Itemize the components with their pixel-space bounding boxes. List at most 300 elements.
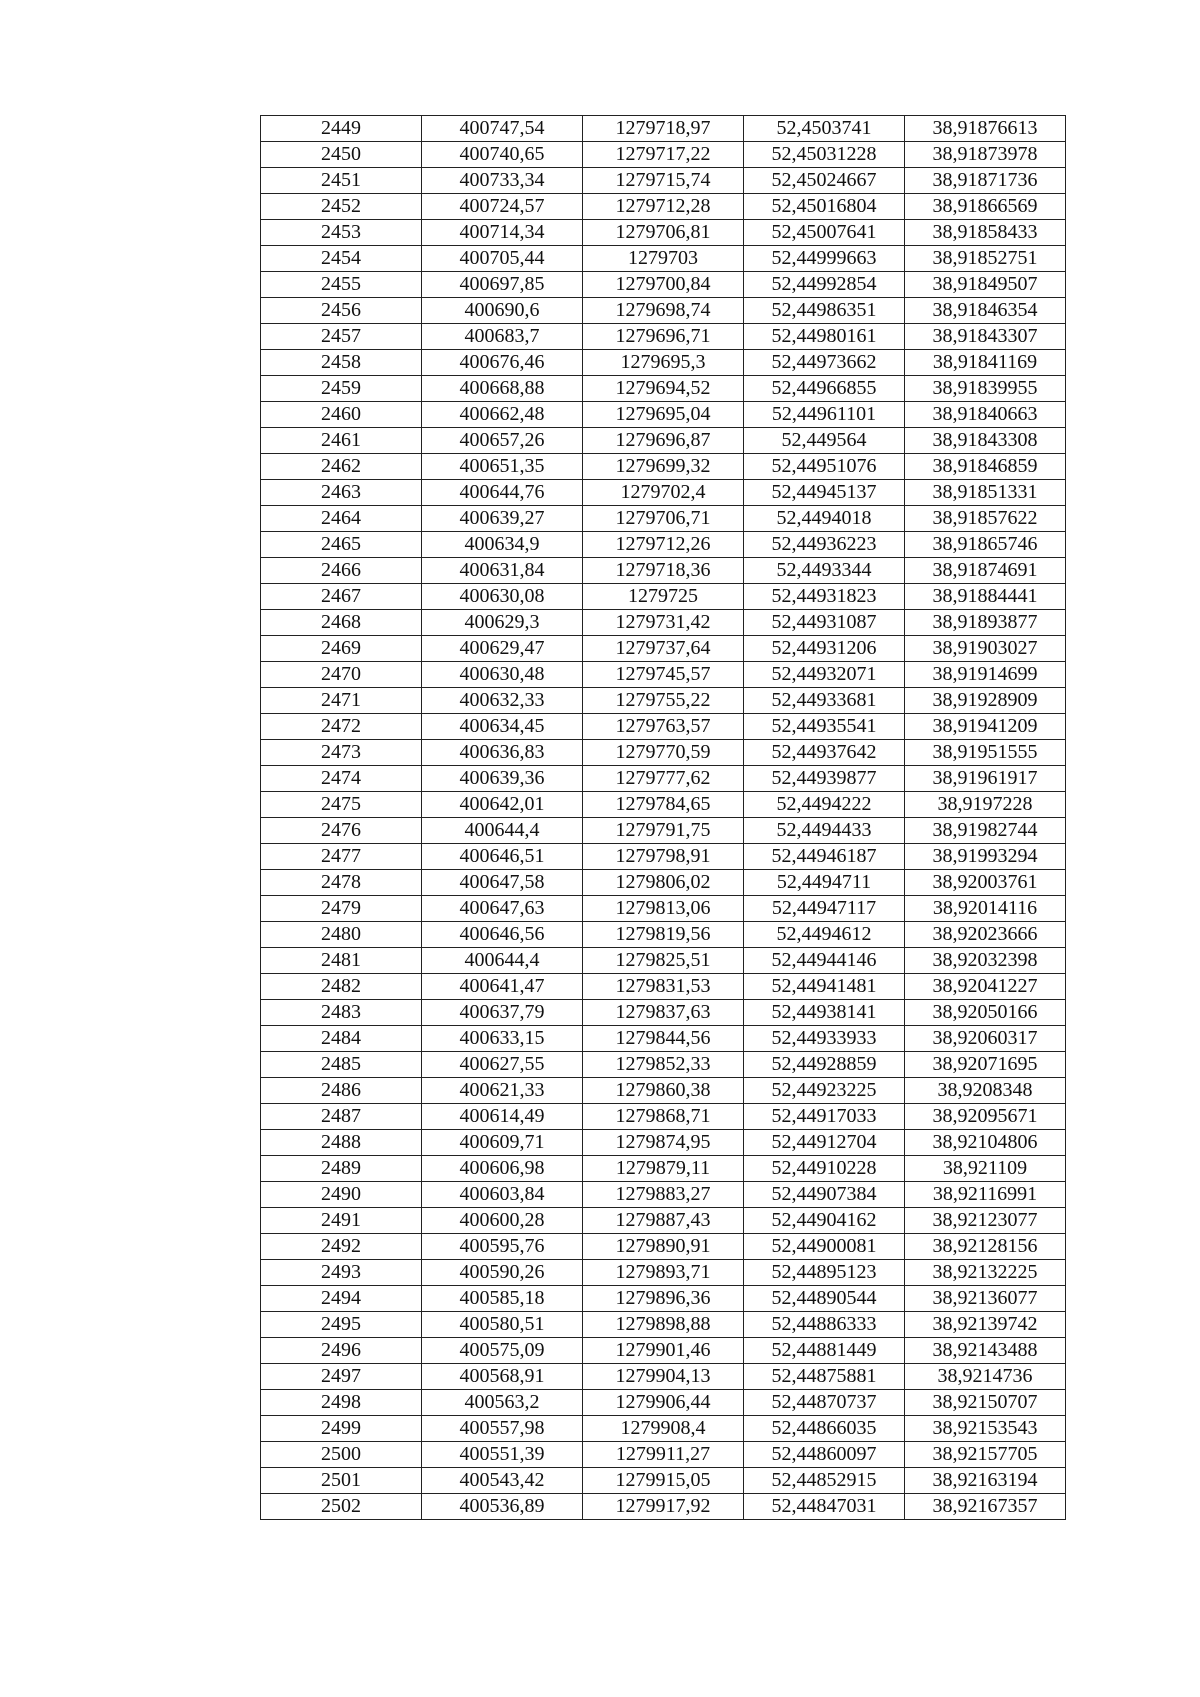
- longitude-cell: 38,92139742: [905, 1312, 1066, 1338]
- table-row: [261, 1364, 1066, 1390]
- latitude-cell: 52,44931087: [744, 610, 905, 636]
- longitude-cell: 38,91961917: [905, 766, 1066, 792]
- y-coordinate-cell: 1279698,74: [583, 298, 744, 324]
- latitude-cell: 52,449564: [744, 428, 905, 454]
- point-number-cell: 2481: [261, 948, 422, 974]
- y-coordinate-cell: 1279745,57: [583, 662, 744, 688]
- table-row: [261, 1078, 1066, 1104]
- longitude-cell: 38,92041227: [905, 974, 1066, 1000]
- point-number-cell: 2494: [261, 1286, 422, 1312]
- longitude-cell: 38,91914699: [905, 662, 1066, 688]
- y-coordinate-cell: 1279706,81: [583, 220, 744, 246]
- point-number-cell: 2478: [261, 870, 422, 896]
- table-row: [261, 1312, 1066, 1338]
- x-coordinate-cell: 400563,2: [422, 1390, 583, 1416]
- point-number-cell: 2496: [261, 1338, 422, 1364]
- point-number-cell: 2449: [261, 116, 422, 142]
- point-number-cell: 2465: [261, 532, 422, 558]
- y-coordinate-cell: 1279860,38: [583, 1078, 744, 1104]
- y-coordinate-cell: 1279890,91: [583, 1234, 744, 1260]
- y-coordinate-cell: 1279898,88: [583, 1312, 744, 1338]
- longitude-cell: 38,92163194: [905, 1468, 1066, 1494]
- table-row: [261, 324, 1066, 350]
- table-row: [261, 1286, 1066, 1312]
- longitude-cell: 38,92095671: [905, 1104, 1066, 1130]
- y-coordinate-cell: 1279813,06: [583, 896, 744, 922]
- y-coordinate-cell: 1279904,13: [583, 1364, 744, 1390]
- x-coordinate-cell: 400668,88: [422, 376, 583, 402]
- latitude-cell: 52,44860097: [744, 1442, 905, 1468]
- table-row: [261, 792, 1066, 818]
- y-coordinate-cell: 1279706,71: [583, 506, 744, 532]
- latitude-cell: 52,44881449: [744, 1338, 905, 1364]
- longitude-cell: 38,92123077: [905, 1208, 1066, 1234]
- x-coordinate-cell: 400690,6: [422, 298, 583, 324]
- longitude-cell: 38,91876613: [905, 116, 1066, 142]
- coordinates-table-body: [261, 116, 1066, 1520]
- table-row: [261, 558, 1066, 584]
- longitude-cell: 38,91893877: [905, 610, 1066, 636]
- longitude-cell: 38,92167357: [905, 1494, 1066, 1520]
- latitude-cell: 52,44992854: [744, 272, 905, 298]
- point-number-cell: 2475: [261, 792, 422, 818]
- y-coordinate-cell: 1279852,33: [583, 1052, 744, 1078]
- latitude-cell: 52,44961101: [744, 402, 905, 428]
- x-coordinate-cell: 400644,4: [422, 818, 583, 844]
- table-row: [261, 1104, 1066, 1130]
- latitude-cell: 52,44852915: [744, 1468, 905, 1494]
- y-coordinate-cell: 1279844,56: [583, 1026, 744, 1052]
- table-row: [261, 948, 1066, 974]
- x-coordinate-cell: 400606,98: [422, 1156, 583, 1182]
- y-coordinate-cell: 1279798,91: [583, 844, 744, 870]
- longitude-cell: 38,92157705: [905, 1442, 1066, 1468]
- point-number-cell: 2460: [261, 402, 422, 428]
- y-coordinate-cell: 1279906,44: [583, 1390, 744, 1416]
- point-number-cell: 2459: [261, 376, 422, 402]
- x-coordinate-cell: 400632,33: [422, 688, 583, 714]
- longitude-cell: 38,91873978: [905, 142, 1066, 168]
- longitude-cell: 38,91982744: [905, 818, 1066, 844]
- table-row: [261, 896, 1066, 922]
- table-row: [261, 376, 1066, 402]
- longitude-cell: 38,91851331: [905, 480, 1066, 506]
- x-coordinate-cell: 400733,34: [422, 168, 583, 194]
- table-row: [261, 246, 1066, 272]
- x-coordinate-cell: 400551,39: [422, 1442, 583, 1468]
- longitude-cell: 38,921109: [905, 1156, 1066, 1182]
- latitude-cell: 52,4503741: [744, 116, 905, 142]
- x-coordinate-cell: 400646,56: [422, 922, 583, 948]
- y-coordinate-cell: 1279695,3: [583, 350, 744, 376]
- latitude-cell: 52,44904162: [744, 1208, 905, 1234]
- x-coordinate-cell: 400631,84: [422, 558, 583, 584]
- longitude-cell: 38,91843307: [905, 324, 1066, 350]
- x-coordinate-cell: 400662,48: [422, 402, 583, 428]
- longitude-cell: 38,91951555: [905, 740, 1066, 766]
- x-coordinate-cell: 400639,36: [422, 766, 583, 792]
- x-coordinate-cell: 400714,34: [422, 220, 583, 246]
- x-coordinate-cell: 400642,01: [422, 792, 583, 818]
- x-coordinate-cell: 400639,27: [422, 506, 583, 532]
- y-coordinate-cell: 1279696,71: [583, 324, 744, 350]
- y-coordinate-cell: 1279831,53: [583, 974, 744, 1000]
- latitude-cell: 52,44944146: [744, 948, 905, 974]
- y-coordinate-cell: 1279696,87: [583, 428, 744, 454]
- x-coordinate-cell: 400636,83: [422, 740, 583, 766]
- point-number-cell: 2491: [261, 1208, 422, 1234]
- x-coordinate-cell: 400543,42: [422, 1468, 583, 1494]
- latitude-cell: 52,45024667: [744, 168, 905, 194]
- point-number-cell: 2484: [261, 1026, 422, 1052]
- latitude-cell: 52,44999663: [744, 246, 905, 272]
- longitude-cell: 38,91857622: [905, 506, 1066, 532]
- longitude-cell: 38,91874691: [905, 558, 1066, 584]
- table-row: [261, 350, 1066, 376]
- point-number-cell: 2486: [261, 1078, 422, 1104]
- table-row: [261, 1390, 1066, 1416]
- longitude-cell: 38,92132225: [905, 1260, 1066, 1286]
- y-coordinate-cell: 1279901,46: [583, 1338, 744, 1364]
- table-row: [261, 870, 1066, 896]
- latitude-cell: 52,44986351: [744, 298, 905, 324]
- y-coordinate-cell: 1279718,36: [583, 558, 744, 584]
- point-number-cell: 2492: [261, 1234, 422, 1260]
- table-row: [261, 1182, 1066, 1208]
- point-number-cell: 2490: [261, 1182, 422, 1208]
- x-coordinate-cell: 400627,55: [422, 1052, 583, 1078]
- longitude-cell: 38,91903027: [905, 636, 1066, 662]
- point-number-cell: 2473: [261, 740, 422, 766]
- latitude-cell: 52,44946187: [744, 844, 905, 870]
- point-number-cell: 2469: [261, 636, 422, 662]
- point-number-cell: 2466: [261, 558, 422, 584]
- table-row: [261, 844, 1066, 870]
- latitude-cell: 52,44951076: [744, 454, 905, 480]
- point-number-cell: 2461: [261, 428, 422, 454]
- latitude-cell: 52,44875881: [744, 1364, 905, 1390]
- longitude-cell: 38,91993294: [905, 844, 1066, 870]
- table-row: [261, 272, 1066, 298]
- y-coordinate-cell: 1279806,02: [583, 870, 744, 896]
- point-number-cell: 2451: [261, 168, 422, 194]
- longitude-cell: 38,92104806: [905, 1130, 1066, 1156]
- table-row: [261, 194, 1066, 220]
- latitude-cell: 52,44870737: [744, 1390, 905, 1416]
- y-coordinate-cell: 1279883,27: [583, 1182, 744, 1208]
- latitude-cell: 52,4494018: [744, 506, 905, 532]
- y-coordinate-cell: 1279911,27: [583, 1442, 744, 1468]
- point-number-cell: 2453: [261, 220, 422, 246]
- x-coordinate-cell: 400557,98: [422, 1416, 583, 1442]
- longitude-cell: 38,9197228: [905, 792, 1066, 818]
- point-number-cell: 2493: [261, 1260, 422, 1286]
- y-coordinate-cell: 1279699,32: [583, 454, 744, 480]
- longitude-cell: 38,92023666: [905, 922, 1066, 948]
- table-row: [261, 584, 1066, 610]
- latitude-cell: 52,44923225: [744, 1078, 905, 1104]
- x-coordinate-cell: 400647,63: [422, 896, 583, 922]
- longitude-cell: 38,91839955: [905, 376, 1066, 402]
- y-coordinate-cell: 1279887,43: [583, 1208, 744, 1234]
- longitude-cell: 38,92128156: [905, 1234, 1066, 1260]
- table-row: [261, 662, 1066, 688]
- table-row: [261, 974, 1066, 1000]
- table-row: [261, 1000, 1066, 1026]
- longitude-cell: 38,91846859: [905, 454, 1066, 480]
- y-coordinate-cell: 1279893,71: [583, 1260, 744, 1286]
- x-coordinate-cell: 400647,58: [422, 870, 583, 896]
- x-coordinate-cell: 400644,4: [422, 948, 583, 974]
- table-row: [261, 220, 1066, 246]
- longitude-cell: 38,92153543: [905, 1416, 1066, 1442]
- x-coordinate-cell: 400634,45: [422, 714, 583, 740]
- longitude-cell: 38,92071695: [905, 1052, 1066, 1078]
- latitude-cell: 52,44966855: [744, 376, 905, 402]
- point-number-cell: 2454: [261, 246, 422, 272]
- point-number-cell: 2477: [261, 844, 422, 870]
- y-coordinate-cell: 1279763,57: [583, 714, 744, 740]
- latitude-cell: 52,4494711: [744, 870, 905, 896]
- point-number-cell: 2468: [261, 610, 422, 636]
- x-coordinate-cell: 400603,84: [422, 1182, 583, 1208]
- y-coordinate-cell: 1279737,64: [583, 636, 744, 662]
- latitude-cell: 52,4494433: [744, 818, 905, 844]
- x-coordinate-cell: 400683,7: [422, 324, 583, 350]
- latitude-cell: 52,44947117: [744, 896, 905, 922]
- table-row: [261, 1442, 1066, 1468]
- table-row: [261, 298, 1066, 324]
- table-row: [261, 636, 1066, 662]
- y-coordinate-cell: 1279694,52: [583, 376, 744, 402]
- point-number-cell: 2457: [261, 324, 422, 350]
- x-coordinate-cell: 400575,09: [422, 1338, 583, 1364]
- y-coordinate-cell: 1279791,75: [583, 818, 744, 844]
- table-row: [261, 532, 1066, 558]
- y-coordinate-cell: 1279718,97: [583, 116, 744, 142]
- longitude-cell: 38,91871736: [905, 168, 1066, 194]
- longitude-cell: 38,91841169: [905, 350, 1066, 376]
- y-coordinate-cell: 1279725: [583, 584, 744, 610]
- y-coordinate-cell: 1279717,22: [583, 142, 744, 168]
- point-number-cell: 2482: [261, 974, 422, 1000]
- point-number-cell: 2497: [261, 1364, 422, 1390]
- longitude-cell: 38,91843308: [905, 428, 1066, 454]
- table-row: [261, 1052, 1066, 1078]
- x-coordinate-cell: 400646,51: [422, 844, 583, 870]
- x-coordinate-cell: 400536,89: [422, 1494, 583, 1520]
- longitude-cell: 38,92116991: [905, 1182, 1066, 1208]
- latitude-cell: 52,44933933: [744, 1026, 905, 1052]
- coordinates-table: [260, 115, 1066, 1520]
- x-coordinate-cell: 400600,28: [422, 1208, 583, 1234]
- x-coordinate-cell: 400747,54: [422, 116, 583, 142]
- y-coordinate-cell: 1279819,56: [583, 922, 744, 948]
- table-row: [261, 766, 1066, 792]
- table-row: [261, 480, 1066, 506]
- table-row: [261, 506, 1066, 532]
- x-coordinate-cell: 400676,46: [422, 350, 583, 376]
- table-row: [261, 818, 1066, 844]
- y-coordinate-cell: 1279703: [583, 246, 744, 272]
- latitude-cell: 52,44973662: [744, 350, 905, 376]
- latitude-cell: 52,44928859: [744, 1052, 905, 1078]
- table-row: [261, 1468, 1066, 1494]
- point-number-cell: 2470: [261, 662, 422, 688]
- table-row: [261, 1208, 1066, 1234]
- latitude-cell: 52,4494612: [744, 922, 905, 948]
- y-coordinate-cell: 1279712,28: [583, 194, 744, 220]
- table-row: [261, 610, 1066, 636]
- x-coordinate-cell: 400630,08: [422, 584, 583, 610]
- x-coordinate-cell: 400609,71: [422, 1130, 583, 1156]
- y-coordinate-cell: 1279908,4: [583, 1416, 744, 1442]
- point-number-cell: 2456: [261, 298, 422, 324]
- y-coordinate-cell: 1279731,42: [583, 610, 744, 636]
- longitude-cell: 38,91849507: [905, 272, 1066, 298]
- table-row: [261, 142, 1066, 168]
- longitude-cell: 38,92143488: [905, 1338, 1066, 1364]
- table-row: [261, 1234, 1066, 1260]
- latitude-cell: 52,44886333: [744, 1312, 905, 1338]
- latitude-cell: 52,44938141: [744, 1000, 905, 1026]
- x-coordinate-cell: 400630,48: [422, 662, 583, 688]
- table-row: [261, 168, 1066, 194]
- longitude-cell: 38,92003761: [905, 870, 1066, 896]
- table-row: [261, 740, 1066, 766]
- longitude-cell: 38,92060317: [905, 1026, 1066, 1052]
- longitude-cell: 38,91928909: [905, 688, 1066, 714]
- table-row: [261, 1416, 1066, 1442]
- latitude-cell: 52,44931823: [744, 584, 905, 610]
- latitude-cell: 52,44945137: [744, 480, 905, 506]
- latitude-cell: 52,44847031: [744, 1494, 905, 1520]
- longitude-cell: 38,9208348: [905, 1078, 1066, 1104]
- point-number-cell: 2476: [261, 818, 422, 844]
- table-row: [261, 1026, 1066, 1052]
- table-row: [261, 402, 1066, 428]
- longitude-cell: 38,91840663: [905, 402, 1066, 428]
- x-coordinate-cell: 400580,51: [422, 1312, 583, 1338]
- point-number-cell: 2483: [261, 1000, 422, 1026]
- latitude-cell: 52,45031228: [744, 142, 905, 168]
- latitude-cell: 52,44932071: [744, 662, 905, 688]
- latitude-cell: 52,44917033: [744, 1104, 905, 1130]
- point-number-cell: 2485: [261, 1052, 422, 1078]
- y-coordinate-cell: 1279755,22: [583, 688, 744, 714]
- point-number-cell: 2479: [261, 896, 422, 922]
- latitude-cell: 52,44910228: [744, 1156, 905, 1182]
- y-coordinate-cell: 1279695,04: [583, 402, 744, 428]
- y-coordinate-cell: 1279874,95: [583, 1130, 744, 1156]
- table-row: [261, 1260, 1066, 1286]
- point-number-cell: 2498: [261, 1390, 422, 1416]
- point-number-cell: 2455: [261, 272, 422, 298]
- y-coordinate-cell: 1279917,92: [583, 1494, 744, 1520]
- y-coordinate-cell: 1279712,26: [583, 532, 744, 558]
- longitude-cell: 38,91865746: [905, 532, 1066, 558]
- point-number-cell: 2488: [261, 1130, 422, 1156]
- table-row: [261, 428, 1066, 454]
- x-coordinate-cell: 400697,85: [422, 272, 583, 298]
- point-number-cell: 2464: [261, 506, 422, 532]
- point-number-cell: 2495: [261, 1312, 422, 1338]
- x-coordinate-cell: 400595,76: [422, 1234, 583, 1260]
- table-row: [261, 1338, 1066, 1364]
- longitude-cell: 38,92150707: [905, 1390, 1066, 1416]
- x-coordinate-cell: 400629,47: [422, 636, 583, 662]
- point-number-cell: 2480: [261, 922, 422, 948]
- point-number-cell: 2450: [261, 142, 422, 168]
- longitude-cell: 38,91866569: [905, 194, 1066, 220]
- latitude-cell: 52,44907384: [744, 1182, 905, 1208]
- x-coordinate-cell: 400633,15: [422, 1026, 583, 1052]
- longitude-cell: 38,92050166: [905, 1000, 1066, 1026]
- y-coordinate-cell: 1279896,36: [583, 1286, 744, 1312]
- latitude-cell: 52,44900081: [744, 1234, 905, 1260]
- x-coordinate-cell: 400657,26: [422, 428, 583, 454]
- y-coordinate-cell: 1279700,84: [583, 272, 744, 298]
- point-number-cell: 2472: [261, 714, 422, 740]
- table-row: [261, 1494, 1066, 1520]
- longitude-cell: 38,91852751: [905, 246, 1066, 272]
- y-coordinate-cell: 1279715,74: [583, 168, 744, 194]
- table-row: [261, 688, 1066, 714]
- y-coordinate-cell: 1279868,71: [583, 1104, 744, 1130]
- point-number-cell: 2489: [261, 1156, 422, 1182]
- y-coordinate-cell: 1279784,65: [583, 792, 744, 818]
- x-coordinate-cell: 400637,79: [422, 1000, 583, 1026]
- x-coordinate-cell: 400641,47: [422, 974, 583, 1000]
- latitude-cell: 52,44866035: [744, 1416, 905, 1442]
- x-coordinate-cell: 400724,57: [422, 194, 583, 220]
- latitude-cell: 52,4494222: [744, 792, 905, 818]
- x-coordinate-cell: 400705,44: [422, 246, 583, 272]
- x-coordinate-cell: 400590,26: [422, 1260, 583, 1286]
- point-number-cell: 2452: [261, 194, 422, 220]
- point-number-cell: 2462: [261, 454, 422, 480]
- latitude-cell: 52,44890544: [744, 1286, 905, 1312]
- longitude-cell: 38,92032398: [905, 948, 1066, 974]
- point-number-cell: 2499: [261, 1416, 422, 1442]
- y-coordinate-cell: 1279879,11: [583, 1156, 744, 1182]
- latitude-cell: 52,45016804: [744, 194, 905, 220]
- longitude-cell: 38,91941209: [905, 714, 1066, 740]
- latitude-cell: 52,44980161: [744, 324, 905, 350]
- table-row: [261, 116, 1066, 142]
- latitude-cell: 52,44939877: [744, 766, 905, 792]
- table-row: [261, 922, 1066, 948]
- y-coordinate-cell: 1279702,4: [583, 480, 744, 506]
- y-coordinate-cell: 1279825,51: [583, 948, 744, 974]
- latitude-cell: 52,4493344: [744, 558, 905, 584]
- x-coordinate-cell: 400651,35: [422, 454, 583, 480]
- point-number-cell: 2500: [261, 1442, 422, 1468]
- latitude-cell: 52,44931206: [744, 636, 905, 662]
- latitude-cell: 52,44933681: [744, 688, 905, 714]
- table-row: [261, 714, 1066, 740]
- y-coordinate-cell: 1279837,63: [583, 1000, 744, 1026]
- latitude-cell: 52,44937642: [744, 740, 905, 766]
- point-number-cell: 2467: [261, 584, 422, 610]
- longitude-cell: 38,92014116: [905, 896, 1066, 922]
- latitude-cell: 52,44941481: [744, 974, 905, 1000]
- longitude-cell: 38,9214736: [905, 1364, 1066, 1390]
- point-number-cell: 2474: [261, 766, 422, 792]
- longitude-cell: 38,91884441: [905, 584, 1066, 610]
- y-coordinate-cell: 1279770,59: [583, 740, 744, 766]
- latitude-cell: 52,45007641: [744, 220, 905, 246]
